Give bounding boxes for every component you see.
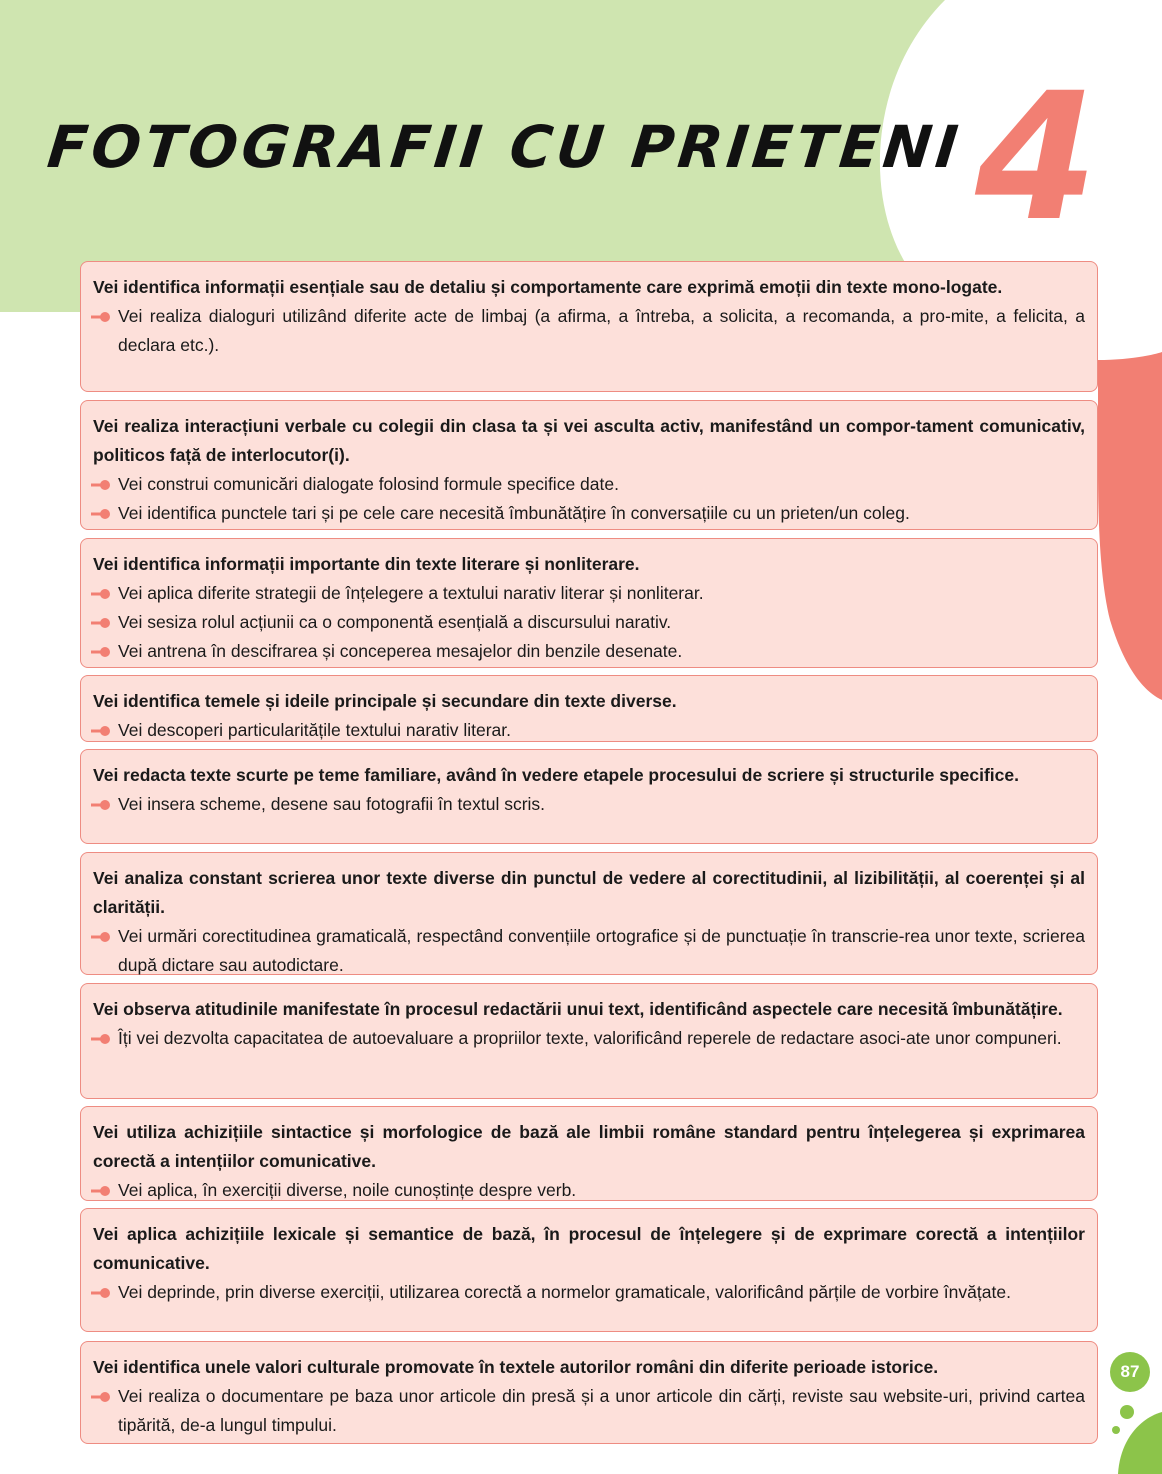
- objective-title: Vei identifica unele valori culturale promovate în textele autorilor români din diferite perioade istorice.: [93, 1357, 939, 1377]
- objective-box: [80, 749, 1098, 844]
- green-corner-shape: [1118, 1412, 1162, 1474]
- objective-box: [80, 400, 1098, 530]
- objective-item-text: Vei aplica, în exerciții diverse, noile cunoștințe despre verb.: [118, 1180, 577, 1200]
- page-title: FOTOGRAFII CU PRIETENI: [44, 113, 966, 181]
- objective-box: [80, 1106, 1098, 1201]
- objective-title: Vei realiza interacțiuni verbale cu colegii din clasa ta și vei asculta activ, manifestând un compor-tament comunicativ, politicos față de interlocutor(i).: [93, 416, 1085, 465]
- objective-title: Vei identifica temele și ideile principale și secundare din texte diverse.: [93, 691, 677, 711]
- objective-item: [93, 608, 1085, 637]
- objective-item-text: Vei realiza dialoguri utilizând diferite acte de limbaj (a afirma, a întreba, a solicita, a recomanda, a pro-mite, a felicita, a declara etc.).: [118, 306, 1085, 355]
- objective-item-text: Vei antrena în descifrarea și conceperea mesajelor din benzile desenate.: [118, 641, 683, 661]
- objective-item-text: Vei identifica punctele tari și pe cele care necesită îmbunătățire în conversațiile cu un prieten/un coleg.: [118, 503, 910, 523]
- decor-dot: [1120, 1405, 1134, 1419]
- objective-item-text: Vei aplica diferite strategii de înțelegere a textului narativ literar și nonliterar.: [118, 583, 704, 603]
- bullet-pin-icon: [91, 618, 111, 628]
- objective-item-text: Vei construi comunicări dialogate folosind formule specifice date.: [118, 474, 619, 494]
- objective-title: Vei redacta texte scurte pe teme familiare, având în vedere etapele procesului de scriere și structurile specifice.: [93, 765, 1019, 785]
- bullet-pin-icon: [91, 800, 111, 810]
- bullet-pin-icon: [91, 509, 111, 519]
- objective-item-text: Vei descoperi particularitățile textului narativ literar.: [118, 720, 511, 740]
- objective-item: [93, 1382, 1085, 1440]
- objective-item: [93, 470, 1085, 499]
- objective-item: [93, 637, 1085, 666]
- objective-box: [80, 675, 1098, 742]
- objective-title: Vei utiliza achizițiile sintactice și morfologice de bază ale limbii române standard pentru înțelegerea și exprimarea corectă a intențiilor comunicative.: [93, 1122, 1085, 1171]
- objective-item: [93, 922, 1085, 980]
- bullet-pin-icon: [91, 480, 111, 490]
- objective-item-text: Vei insera scheme, desene sau fotografii în textul scris.: [118, 794, 546, 814]
- bullet-pin-icon: [91, 589, 111, 599]
- decor-dot: [1112, 1426, 1120, 1434]
- objective-box: [80, 1208, 1098, 1332]
- bullet-pin-icon: [91, 312, 111, 322]
- objective-item: [93, 1176, 1085, 1205]
- objective-item-text: Îți vei dezvolta capacitatea de autoevaluare a propriilor texte, valorificând reperele de redactare asoci-ate unor compuneri.: [118, 1028, 1062, 1048]
- objective-box: [80, 261, 1098, 392]
- unit-number: 4: [975, 55, 1098, 260]
- objective-item: [93, 499, 1085, 528]
- bullet-pin-icon: [91, 726, 111, 736]
- bullet-pin-icon: [91, 932, 111, 942]
- objective-title: Vei analiza constant scrierea unor texte diverse din punctul de vedere al corectitudinii, al lizibilității, al coerenței și al clarității.: [93, 868, 1085, 917]
- objective-item: [93, 579, 1085, 608]
- bullet-pin-icon: [91, 1288, 111, 1298]
- objective-item: [93, 716, 1085, 745]
- objective-box: [80, 538, 1098, 668]
- objective-item: [93, 1278, 1085, 1307]
- bullet-pin-icon: [91, 1186, 111, 1196]
- objective-box: [80, 983, 1098, 1099]
- objective-title: Vei observa atitudinile manifestate în procesul redactării unui text, identificând aspectele care necesită îmbunătățire.: [93, 999, 1063, 1019]
- objective-item-text: Vei realiza o documentare pe baza unor articole din presă și a unor articole din cărți, reviste sau website-uri, privind cartea tipărită, de-a lungul timpului.: [118, 1386, 1085, 1435]
- objective-item-text: Vei sesiza rolul acțiunii ca o componentă esențială a discursului narativ.: [118, 612, 672, 632]
- objective-item: [93, 302, 1085, 360]
- bullet-pin-icon: [91, 647, 111, 657]
- objective-box: [80, 852, 1098, 975]
- page-number-badge: 87: [1110, 1352, 1150, 1392]
- coral-side-shape: [1098, 352, 1162, 700]
- objective-item: [93, 790, 1085, 819]
- bullet-pin-icon: [91, 1392, 111, 1402]
- bullet-pin-icon: [91, 1034, 111, 1044]
- objective-item-text: Vei deprinde, prin diverse exerciții, utilizarea corectă a normelor gramaticale, valorificând părțile de vorbire învățate.: [118, 1282, 1011, 1302]
- objective-title: Vei identifica informații importante din texte literare și nonliterare.: [93, 554, 640, 574]
- objective-title: Vei identifica informații esențiale sau de detaliu și comportamente care exprimă emoții din texte mono-logate.: [93, 277, 1003, 297]
- objective-item: [93, 1024, 1085, 1053]
- objective-item-text: Vei urmări corectitudinea gramaticală, respectând convențiile ortografice și de punctuație în transcrie-rea unor texte, scrierea după dictare sau autodictare.: [118, 926, 1085, 975]
- objective-box: [80, 1341, 1098, 1444]
- objective-title: Vei aplica achizițiile lexicale și semantice de bază, în procesul de înțelegere și de exprimare corectă a intențiilor comunicative.: [93, 1224, 1085, 1273]
